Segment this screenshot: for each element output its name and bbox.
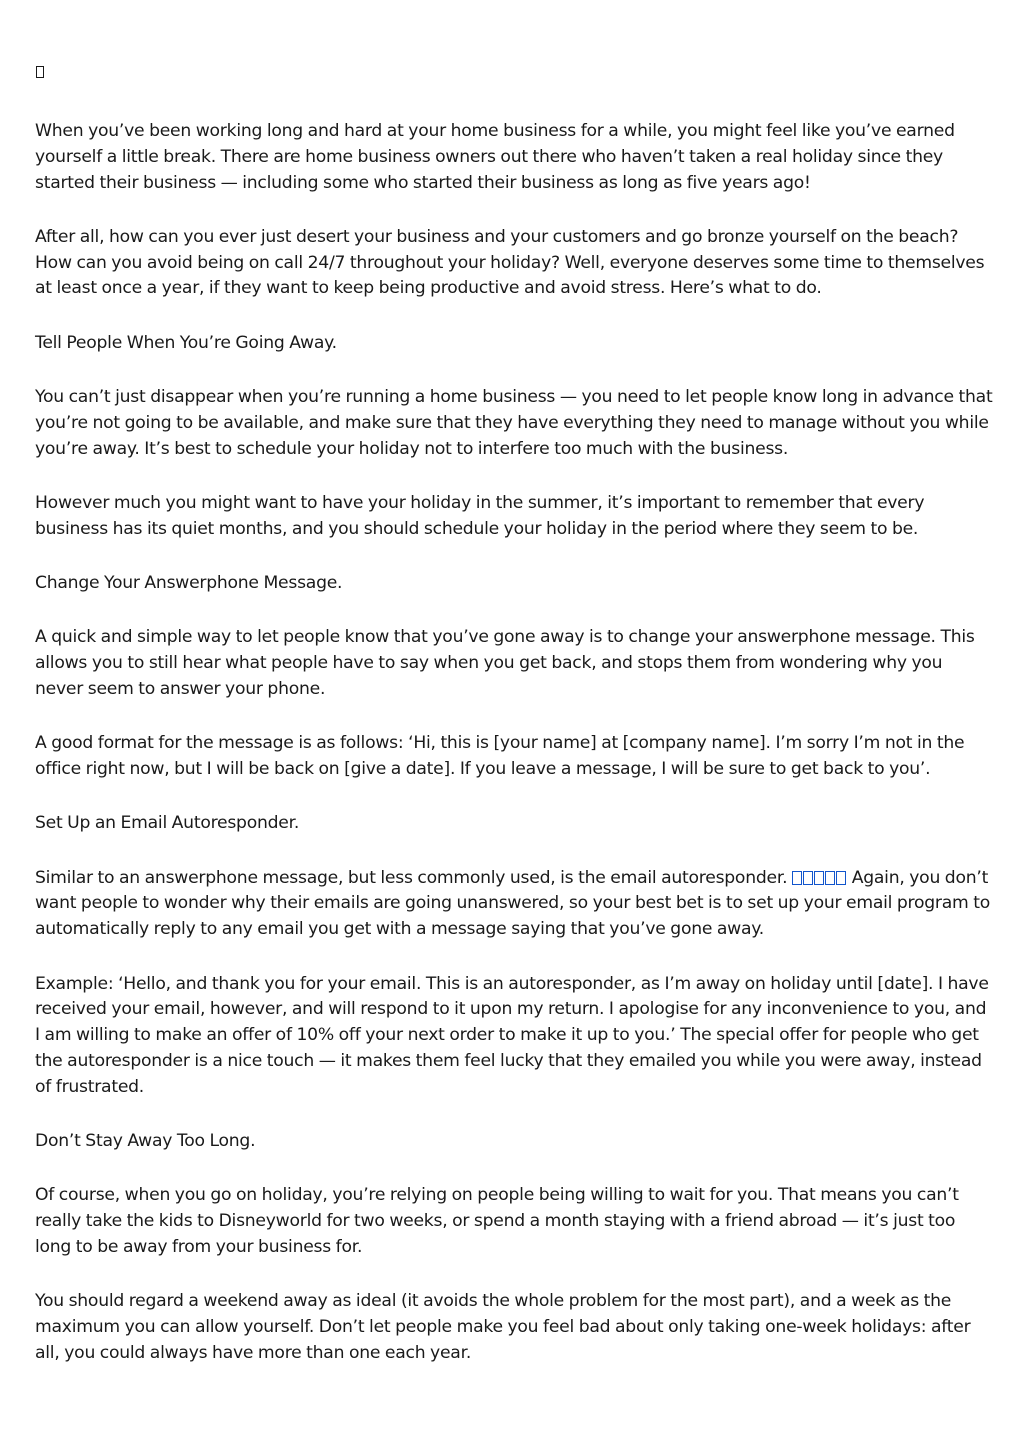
body-paragraph: Example: ‘Hello, and thank you for your email. This is an autoresponder, as I’m away on holiday until [date]. I have received your email, however, and will respond to it upon my return. I apologise for any inconvenience to you, and I am willing to make an offer of 10% off your next order to make it up to you.’ The special offer for people who get the autoresponder is a nice touch — it makes them feel lucky that they emailed you while you were away, instead of frustrated. (35, 973, 989, 1097)
section-heading: Change Your Answerphone Message. (35, 573, 343, 594)
section-heading: Tell People When You’re Going Away. (35, 332, 337, 353)
missing-glyph-icon (836, 871, 846, 885)
body-paragraph: A good format for the message is as follows: ‘Hi, this is [your name] at [company name]. I’m sorry I’m not in the office right now, but I will be back on [give a date]. If you leave a message, I will be sure to get back to you’. (35, 733, 965, 780)
inline-link[interactable] (792, 868, 847, 888)
body-paragraph-with-link (35, 866, 995, 943)
missing-glyph-icon (814, 871, 824, 885)
body-paragraph: Of course, when you go on holiday, you’re relying on people being willing to wait for you. That means you can’t really take the kids to Disneyworld for two weeks, or spend a month staying with a friend abroad — it’s just too long to be away from your business for. (35, 1185, 959, 1257)
body-paragraph: After all, how can you ever just desert your business and your customers and go bronze yourself on the beach? How can you avoid being on call 24/7 throughout your holiday? Well, everyone deserves some time to themselves at least once a year, if they want to keep being productive and avoid stress. Here’s what to do. (35, 226, 985, 299)
missing-glyph-icon (803, 871, 813, 885)
missing-glyph-icon (36, 66, 44, 78)
paragraph-text-after-link: Again, you don’t want people to wonder why their emails are going unanswered, so your best bet is to set up your email program to automatically reply to any email you get with a message saying that you’ve gone away. (35, 867, 990, 940)
section-heading: Don’t Stay Away Too Long. (35, 1131, 256, 1152)
missing-glyph-icon (792, 871, 802, 885)
body-paragraph: However much you might want to have your holiday in the summer, it’s important to remember that every business has its quiet months, and you should schedule your holiday in the period where they seem to be. (35, 492, 925, 539)
missing-glyph-icon (825, 871, 835, 885)
document-page (35, 66, 995, 1395)
body-paragraph: You should regard a weekend away as ideal (it avoids the whole problem for the most part), and a week as the maximum you can allow yourself. Don’t let people make you feel bad about only taking one-week holidays: after all, you could always have more than one each year. (35, 1291, 971, 1363)
section-heading: Set Up an Email Autoresponder. (35, 813, 300, 834)
body-paragraph: A quick and simple way to let people know that you’ve gone away is to change your answerphone message. This allows you to still hear what people have to say when you get back, and stops them from wondering why you never seem to answer your phone. (35, 627, 975, 699)
intro-paragraph: When you’ve been working long and hard at your home business for a while, you might feel like you’ve earned yourself a little break. There are home business owners out there who haven’t taken a real holiday since they started their business — including some who started their business as long as five years ago! (35, 121, 955, 193)
body-paragraph: You can’t just disappear when you’re running a home business — you need to let people know long in advance that you’re not going to be available, and make sure that they have everything they need to manage without you while you’re away. It’s best to schedule your holiday not to interfere too much with the business. (35, 387, 993, 459)
paragraph-text-before-link: Similar to an answerphone message, but less commonly used, is the email autoresponder. (35, 867, 792, 888)
